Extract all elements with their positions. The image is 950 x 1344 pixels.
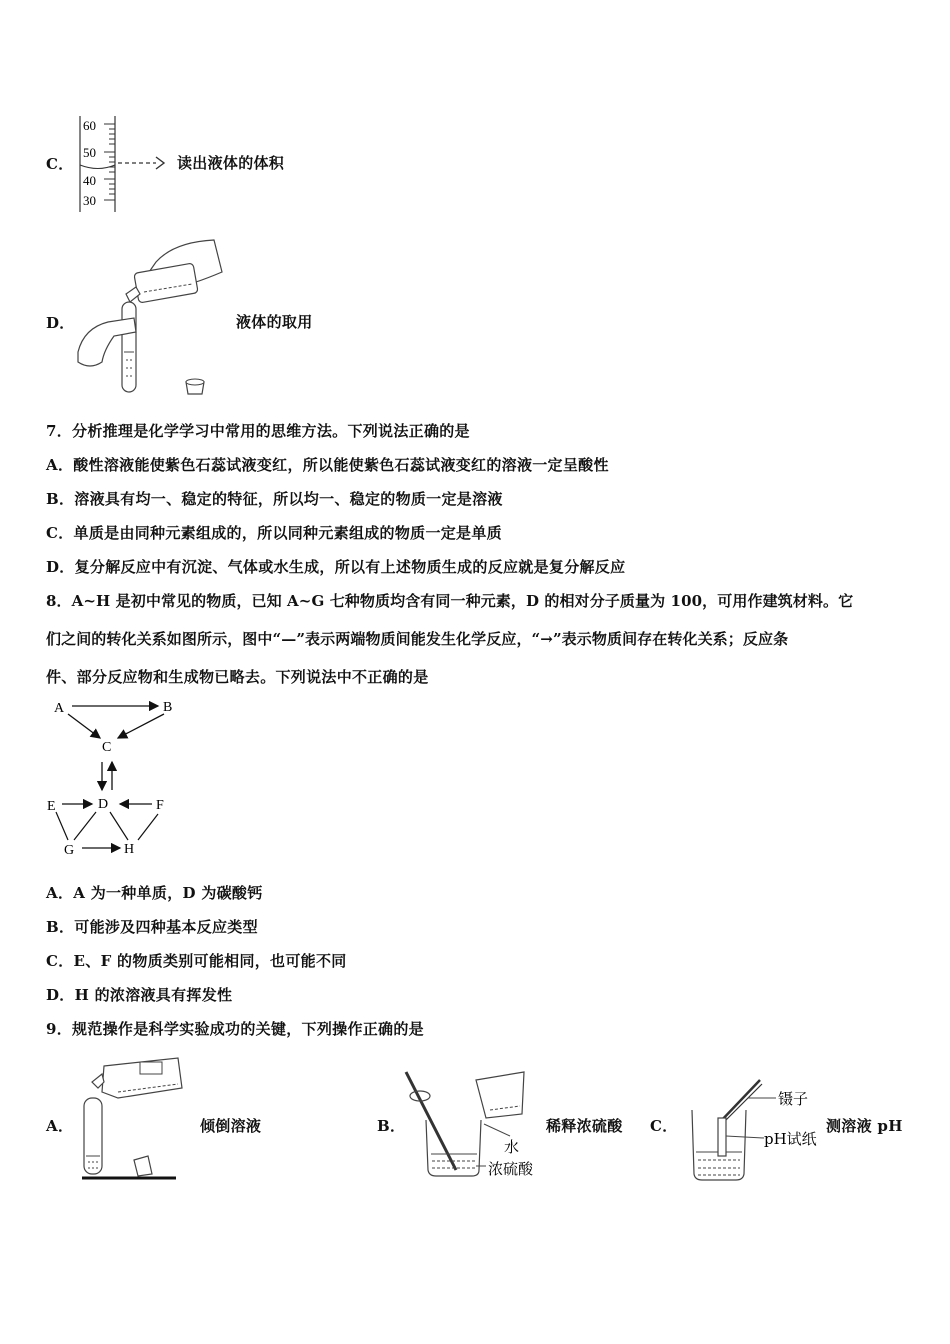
q6-option-c-caption: 读出液体的体积 xyxy=(177,154,285,172)
node-g: G xyxy=(64,843,75,858)
label-tweezers: 镊子 xyxy=(778,1090,809,1108)
cyl-tick-50: 50 xyxy=(83,145,96,160)
node-d: D xyxy=(98,797,109,812)
q9-stem: 9．规范操作是科学实验成功的关键，下列操作正确的是 xyxy=(46,1020,424,1038)
diluting-acid-figure xyxy=(404,1066,548,1186)
q7-option-c: C．单质是由同种元素组成的，所以同种元素组成的物质一定是单质 xyxy=(46,524,502,542)
ph-test-figure xyxy=(684,1074,822,1186)
label-ph-paper: pH试纸 xyxy=(764,1130,817,1148)
edge-d-h xyxy=(110,812,128,840)
q9-option-c-caption: 测溶液 pH xyxy=(826,1117,903,1135)
q8-option-c: C．E、F 的物质类别可能相同，也可能不同 xyxy=(46,952,347,970)
q8-option-d: D．H 的浓溶液具有挥发性 xyxy=(46,986,233,1004)
q9-option-c-letter: C． xyxy=(650,1117,678,1135)
edge-g-d xyxy=(74,812,96,840)
q7-option-d: D．复分解反应中有沉淀、气体或水生成，所以有上述物质生成的反应就是复分解反应 xyxy=(46,558,626,576)
graduated-cylinder-figure xyxy=(74,112,184,216)
node-e: E xyxy=(47,799,56,814)
cyl-tick-60: 60 xyxy=(83,118,96,133)
label-conc-acid: 浓硫酸 xyxy=(488,1160,534,1178)
node-a: A xyxy=(54,701,65,716)
q6-option-d-letter: D． xyxy=(46,314,75,332)
edge-b-c xyxy=(118,714,164,738)
q9-option-b-caption: 稀释浓硫酸 xyxy=(546,1117,623,1135)
node-c: C xyxy=(102,740,112,755)
conversion-diagram xyxy=(44,694,194,864)
pouring-solution-figure xyxy=(78,1052,190,1182)
q7-option-a: A．酸性溶液能使紫色石蕊试液变红，所以能使紫色石蕊试液变红的溶液一定呈酸性 xyxy=(46,456,609,474)
node-b: B xyxy=(163,700,173,715)
q6-option-c-letter: C． xyxy=(46,155,74,173)
q9-option-a-caption: 倾倒溶液 xyxy=(200,1117,262,1135)
q8-stem-line-1: 8．A~H 是初中常见的物质，已知 A~G 七种物质均含有同一种元素，D 的相对分子质量为 100，可用作建筑材料。它 xyxy=(46,592,854,610)
label-water: 水 xyxy=(504,1138,520,1156)
edge-e-g xyxy=(56,812,68,840)
q7-stem: 7．分析推理是化学学习中常用的思维方法。下列说法正确的是 xyxy=(46,422,470,440)
q8-option-a: A．A 为一种单质，D 为碳酸钙 xyxy=(46,884,263,902)
q7-option-b: B．溶液具有均一、稳定的特征，所以均一、稳定的物质一定是溶液 xyxy=(46,490,503,508)
node-h: H xyxy=(124,842,135,857)
q6-option-d-caption: 液体的取用 xyxy=(236,313,313,331)
edge-a-c xyxy=(68,714,100,738)
liquid-pouring-figure xyxy=(74,232,224,398)
cyl-tick-40: 40 xyxy=(83,173,96,188)
cyl-tick-30: 30 xyxy=(83,193,96,208)
node-f: F xyxy=(156,798,164,813)
q9-option-a-letter: A． xyxy=(46,1117,74,1135)
q9-option-b-letter: B． xyxy=(377,1117,406,1135)
q8-stem-line-3: 件、部分反应物和生成物已略去。下列说法中不正确的是 xyxy=(46,668,429,686)
edge-f-h xyxy=(138,814,158,840)
q8-stem-line-2: 们之间的转化关系如图所示，图中“—”表示两端物质间能发生化学反应，“→”表示物质间存在转化关系；反应条 xyxy=(46,630,789,648)
q8-option-b: B．可能涉及四种基本反应类型 xyxy=(46,918,258,936)
